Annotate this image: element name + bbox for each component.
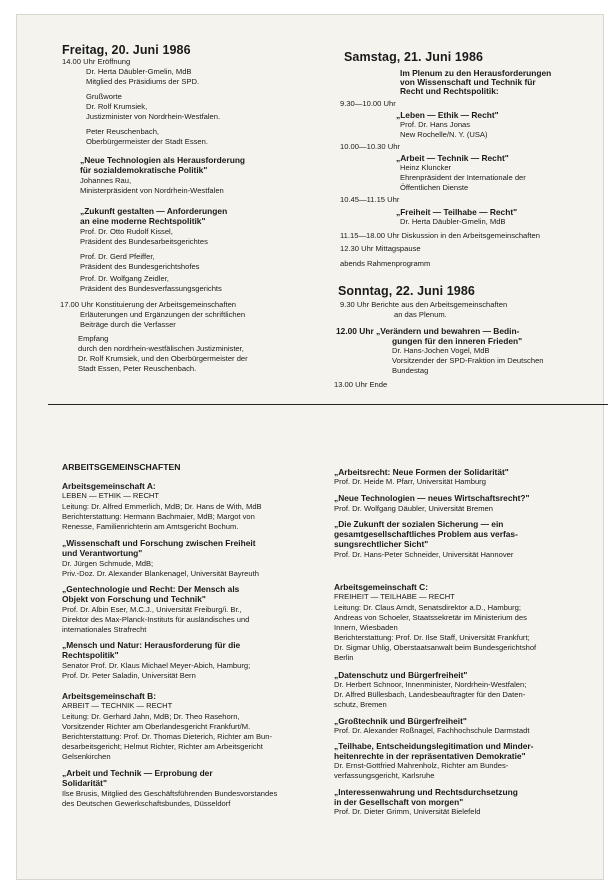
working-group-right-heading-line: „Teilhabe, Entscheidungslegitimation und Minder- [334, 741, 534, 751]
friday-text-line: 17.00 Uhr Konstituierung der Arbeitsgemeinschaften [60, 300, 237, 309]
friday-text-line: Dr. Herta Däubler-Gmelin, MdB [86, 67, 192, 76]
friday-text-line: Präsident des Bundesarbeitsgerichtes [80, 237, 208, 246]
working-group-right-heading-line: „Großtechnik und Bürgerfreiheit" [334, 716, 467, 726]
working-group-right-heading-line: heitenrechte in der repräsentativen Demokratie" [334, 751, 526, 761]
working-group-right-heading-line: „Arbeitsrecht: Neue Formen der Solidarität" [334, 467, 509, 477]
working-group-left-text-line: LEBEN — ETHIK — RECHT [62, 491, 160, 500]
friday-heading-line: an eine moderne Rechtspolitik" [80, 216, 206, 226]
working-group-right-heading-line: „Interessenwahrung und Rechtsdurchsetzung [334, 787, 518, 797]
working-group-left-text-line: ARBEIT — TECHNIK — RECHT [62, 701, 173, 710]
saturday-text-line: Dr. Herta Däubler-Gmelin, MdB [400, 217, 506, 226]
working-group-left-heading-line: Arbeitsgemeinschaft A: [62, 481, 156, 491]
working-group-right-text-line: Prof. Dr. Dieter Grimm, Universität Bielefeld [334, 807, 481, 816]
working-group-left-heading-line: „Arbeit und Technik — Erprobung der [62, 768, 213, 778]
working-group-right-text-line: Berichterstattung: Prof. Dr. Ilse Staff, Universität Frankfurt; [334, 633, 530, 642]
working-group-left-text-line: Leitung: Dr. Alfred Emmerlich, MdB; Dr. Hans de With, MdB [62, 502, 262, 511]
working-group-right-heading-line: „Die Zukunft der sozialen Sicherung — ein [334, 519, 504, 529]
friday-text-line: Oberbürgermeister der Stadt Essen. [86, 137, 208, 146]
friday-heading-line: „Neue Technologien als Herausforderung [80, 155, 246, 165]
working-group-left-heading-line: „Wissenschaft und Forschung zwischen Freiheit [62, 538, 256, 548]
section-divider [48, 404, 608, 405]
section-header-arbeitsgemeinschaften: ARBEITSGEMEINSCHAFTEN [62, 462, 181, 472]
saturday-text-line: 11.15—18.00 Uhr Diskussion in den Arbeitsgemeinschaften [340, 231, 540, 240]
saturday-text-line: Prof. Dr. Hans Jonas [400, 120, 471, 129]
day-title-saturday: Samstag, 21. Juni 1986 [344, 50, 484, 64]
sunday-text-line: 13.00 Uhr Ende [334, 380, 388, 389]
working-group-left-text-line: Senator Prof. Dr. Klaus Michael Meyer-Abich, Hamburg; [62, 661, 251, 670]
friday-text-line: Präsident des Bundesgerichtshofes [80, 262, 200, 271]
sunday-text-line: Vorsitzender der SPD-Fraktion im Deutschen [392, 356, 544, 365]
working-group-left-text-line: Prof. Dr. Albin Eser, M.C.J., Universität Freiburg/i. Br., [62, 605, 242, 614]
friday-text-line: Prof. Dr. Gerd Pfeiffer, [80, 252, 155, 261]
friday-text-line: Erläuterungen und Ergänzungen der schriftlichen [80, 310, 246, 319]
friday-text-line: 14.00 Uhr Eröffnung [62, 57, 131, 66]
working-group-left-text-line: Ilse Brusis, Mitglied des Geschäftsführenden Bundesvorstandes [62, 789, 278, 798]
saturday-heading-line: von Wissenschaft und Technik für [400, 77, 536, 87]
day-title-friday: Freitag, 20. Juni 1986 [62, 43, 191, 57]
day-title-sunday: Sonntag, 22. Juni 1986 [338, 284, 475, 298]
sunday-text-line: Bundestag [392, 366, 429, 375]
working-group-right-text-line: Prof. Dr. Alexander Roßnagel, Fachhochschule Darmstadt [334, 726, 530, 735]
friday-text-line: Präsident des Bundesverfassungsgerichts [80, 284, 222, 293]
working-group-left-heading-line: und Verantwortung" [62, 548, 143, 558]
working-group-right-text-line: Leitung: Dr. Claus Arndt, Senatsdirektor a.D., Hamburg; [334, 603, 521, 612]
sunday-heading-line: 12.00 Uhr „Verändern und bewahren — Bedin- [336, 326, 520, 336]
saturday-heading-line: „Leben — Ethik — Recht" [396, 110, 499, 120]
working-group-left-text-line: des Deutschen Gewerkschaftsbundes, Düsseldorf [62, 799, 231, 808]
working-group-left-heading-line: Solidarität" [62, 778, 107, 788]
saturday-text-line: 10.00—10.30 Uhr [340, 142, 400, 151]
working-group-left-text-line: Leitung: Dr. Gerhard Jahn, MdB; Dr. Theo Rasehorn, [62, 712, 240, 721]
working-group-left-text-line: Dr. Jürgen Schmude, MdB; [62, 559, 154, 568]
working-group-left-text-line: internationales Strafrecht [62, 625, 147, 634]
friday-text-line: Mitglied des Präsidiums der SPD. [86, 77, 200, 86]
friday-text-line: Grußworte [86, 92, 122, 101]
friday-text-line: Ministerpräsident von Nordrhein-Westfalen [80, 186, 224, 195]
friday-text-line: Johannes Rau, [80, 176, 132, 185]
saturday-text-line: abends Rahmenprogramm [340, 259, 431, 268]
working-group-right-heading-line: „Datenschutz und Bürgerfreiheit" [334, 670, 468, 680]
friday-text-line: Dr. Rolf Krumsiek, [86, 102, 148, 111]
sunday-heading-line: gungen für den inneren Frieden" [392, 336, 523, 346]
saturday-heading-line: Recht und Rechtspolitik: [400, 86, 499, 96]
working-group-right-text-line: Prof. Dr. Hans-Peter Schneider, Universität Hannover [334, 550, 514, 559]
working-group-right-heading-line: „Neue Technologien — neues Wirtschaftsrecht?" [334, 493, 530, 503]
working-group-right-heading-line: sungsrechtlicher Sicht" [334, 539, 429, 549]
working-group-left-text-line: desarbeitsgericht; Helmut Richter, Richter am Arbeitsgericht [62, 742, 263, 751]
working-group-left-text-line: Gelsenkirchen [62, 752, 111, 761]
friday-text-line: Stadt Essen, Peter Reuschenbach. [78, 364, 197, 373]
working-group-right-heading-line: in der Gesellschaft von morgen" [334, 797, 464, 807]
friday-text-line: Empfang [78, 334, 109, 343]
working-group-right-text-line: Dr. Ernst-Gottfried Mahrenholz, Richter am Bundes- [334, 761, 509, 770]
working-group-right-text-line: FREIHEIT — TEILHABE — RECHT [334, 592, 455, 601]
saturday-text-line: Heinz Kluncker [400, 163, 452, 172]
working-group-left-text-line: Prof. Dr. Peter Saladin, Universität Bern [62, 671, 196, 680]
working-group-left-text-line: Priv.-Doz. Dr. Alexander Blankenagel, Universität Bayreuth [62, 569, 259, 578]
friday-text-line: Peter Reuschenbach, [86, 127, 160, 136]
saturday-text-line: Ehrenpräsident der Internationale der [400, 173, 526, 182]
working-group-left-text-line: Vorsitzender Richter am Oberlandesgericht Frankfurt/M. [62, 722, 251, 731]
working-group-left-heading-line: Objekt von Forschung und Technik" [62, 594, 206, 604]
working-group-right-text-line: Dr. Sigmar Uhlig, Oberstaatsanwalt beim Bundesgerichtshof [334, 643, 537, 652]
sunday-text-line: 9.30 Uhr Berichte aus den Arbeitsgemeinschaften [340, 300, 508, 309]
working-group-left-heading-line: Arbeitsgemeinschaft B: [62, 691, 157, 701]
working-group-right-text-line: Berlin [334, 653, 354, 662]
working-group-right-text-line: schutz, Bremen [334, 700, 387, 709]
working-group-right-heading-line: Arbeitsgemeinschaft C: [334, 582, 429, 592]
working-group-left-text-line: Berichterstattung: Prof. Dr. Thomas Dieterich, Richter am Bun- [62, 732, 273, 741]
friday-text-line: Beiträge durch die Verfasser [80, 320, 176, 329]
sunday-text-line: Dr. Hans-Jochen Vogel, MdB [392, 346, 490, 355]
working-group-right-text-line: Andreas von Schoeler, Staatssekretär im Ministerium des [334, 613, 527, 622]
friday-text-line: durch den nordrhein-westfälischen Justizminister, [78, 344, 244, 353]
saturday-heading-line: „Arbeit — Technik — Recht" [396, 153, 509, 163]
saturday-text-line: 10.45—11.15 Uhr [340, 195, 400, 204]
working-group-right-text-line: Prof. Dr. Heide M. Pfarr, Universität Hamburg [334, 477, 486, 486]
saturday-text-line: 12.30 Uhr Mittagspause [340, 244, 421, 253]
friday-text-line: Prof. Dr. Otto Rudolf Kissel, [80, 227, 173, 236]
sunday-text-line: an das Plenum. [394, 310, 447, 319]
working-group-right-heading-line: gesamtgesellschaftliches Problem aus verfas- [334, 529, 518, 539]
working-group-right-text-line: Dr. Alfred Büllesbach, Landesbeauftragter für den Daten- [334, 690, 526, 699]
saturday-heading-line: Im Plenum zu den Herausforderungen [400, 68, 552, 78]
saturday-text-line: New Rochelle/N. Y. (USA) [400, 130, 488, 139]
working-group-left-heading-line: „Gentechnologie und Recht: Der Mensch als [62, 584, 240, 594]
working-group-right-text-line: Prof. Dr. Wolfgang Däubler, Universität Bremen [334, 504, 493, 513]
working-group-left-text-line: Renesse, Familienrichterin am Amtsgericht Bochum. [62, 522, 239, 531]
saturday-text-line: Öffentlichen Dienste [400, 183, 469, 192]
friday-text-line: Dr. Rolf Krumsiek, und den Oberbürgermeister der [78, 354, 248, 363]
saturday-text-line: 9.30—10.00 Uhr [340, 99, 396, 108]
friday-heading-line: für sozialdemokratische Politik" [80, 165, 208, 175]
working-group-right-text-line: Dr. Herbert Schnoor, Innenminister, Nordrhein-Westfalen; [334, 680, 527, 689]
working-group-left-text-line: Berichterstattung: Hermann Bachmaier, MdB; Margot von [62, 512, 255, 521]
friday-heading-line: „Zukunft gestalten — Anforderungen [80, 206, 228, 216]
saturday-heading-line: „Freiheit — Teilhabe — Recht" [396, 207, 518, 217]
working-group-left-heading-line: „Mensch und Natur: Herausforderung für die [62, 640, 241, 650]
working-group-right-text-line: Innern, Wiesbaden [334, 623, 398, 632]
friday-text-line: Justizminister von Nordrhein-Westfalen. [86, 112, 221, 121]
working-group-right-text-line: verfassungsgericht, Karlsruhe [334, 771, 435, 780]
friday-text-line: Prof. Dr. Wolfgang Zeidler, [80, 274, 169, 283]
working-group-left-text-line: Direktor des Max-Planck-Instituts für ausländisches und [62, 615, 250, 624]
working-group-left-heading-line: Rechtspolitik" [62, 650, 119, 660]
